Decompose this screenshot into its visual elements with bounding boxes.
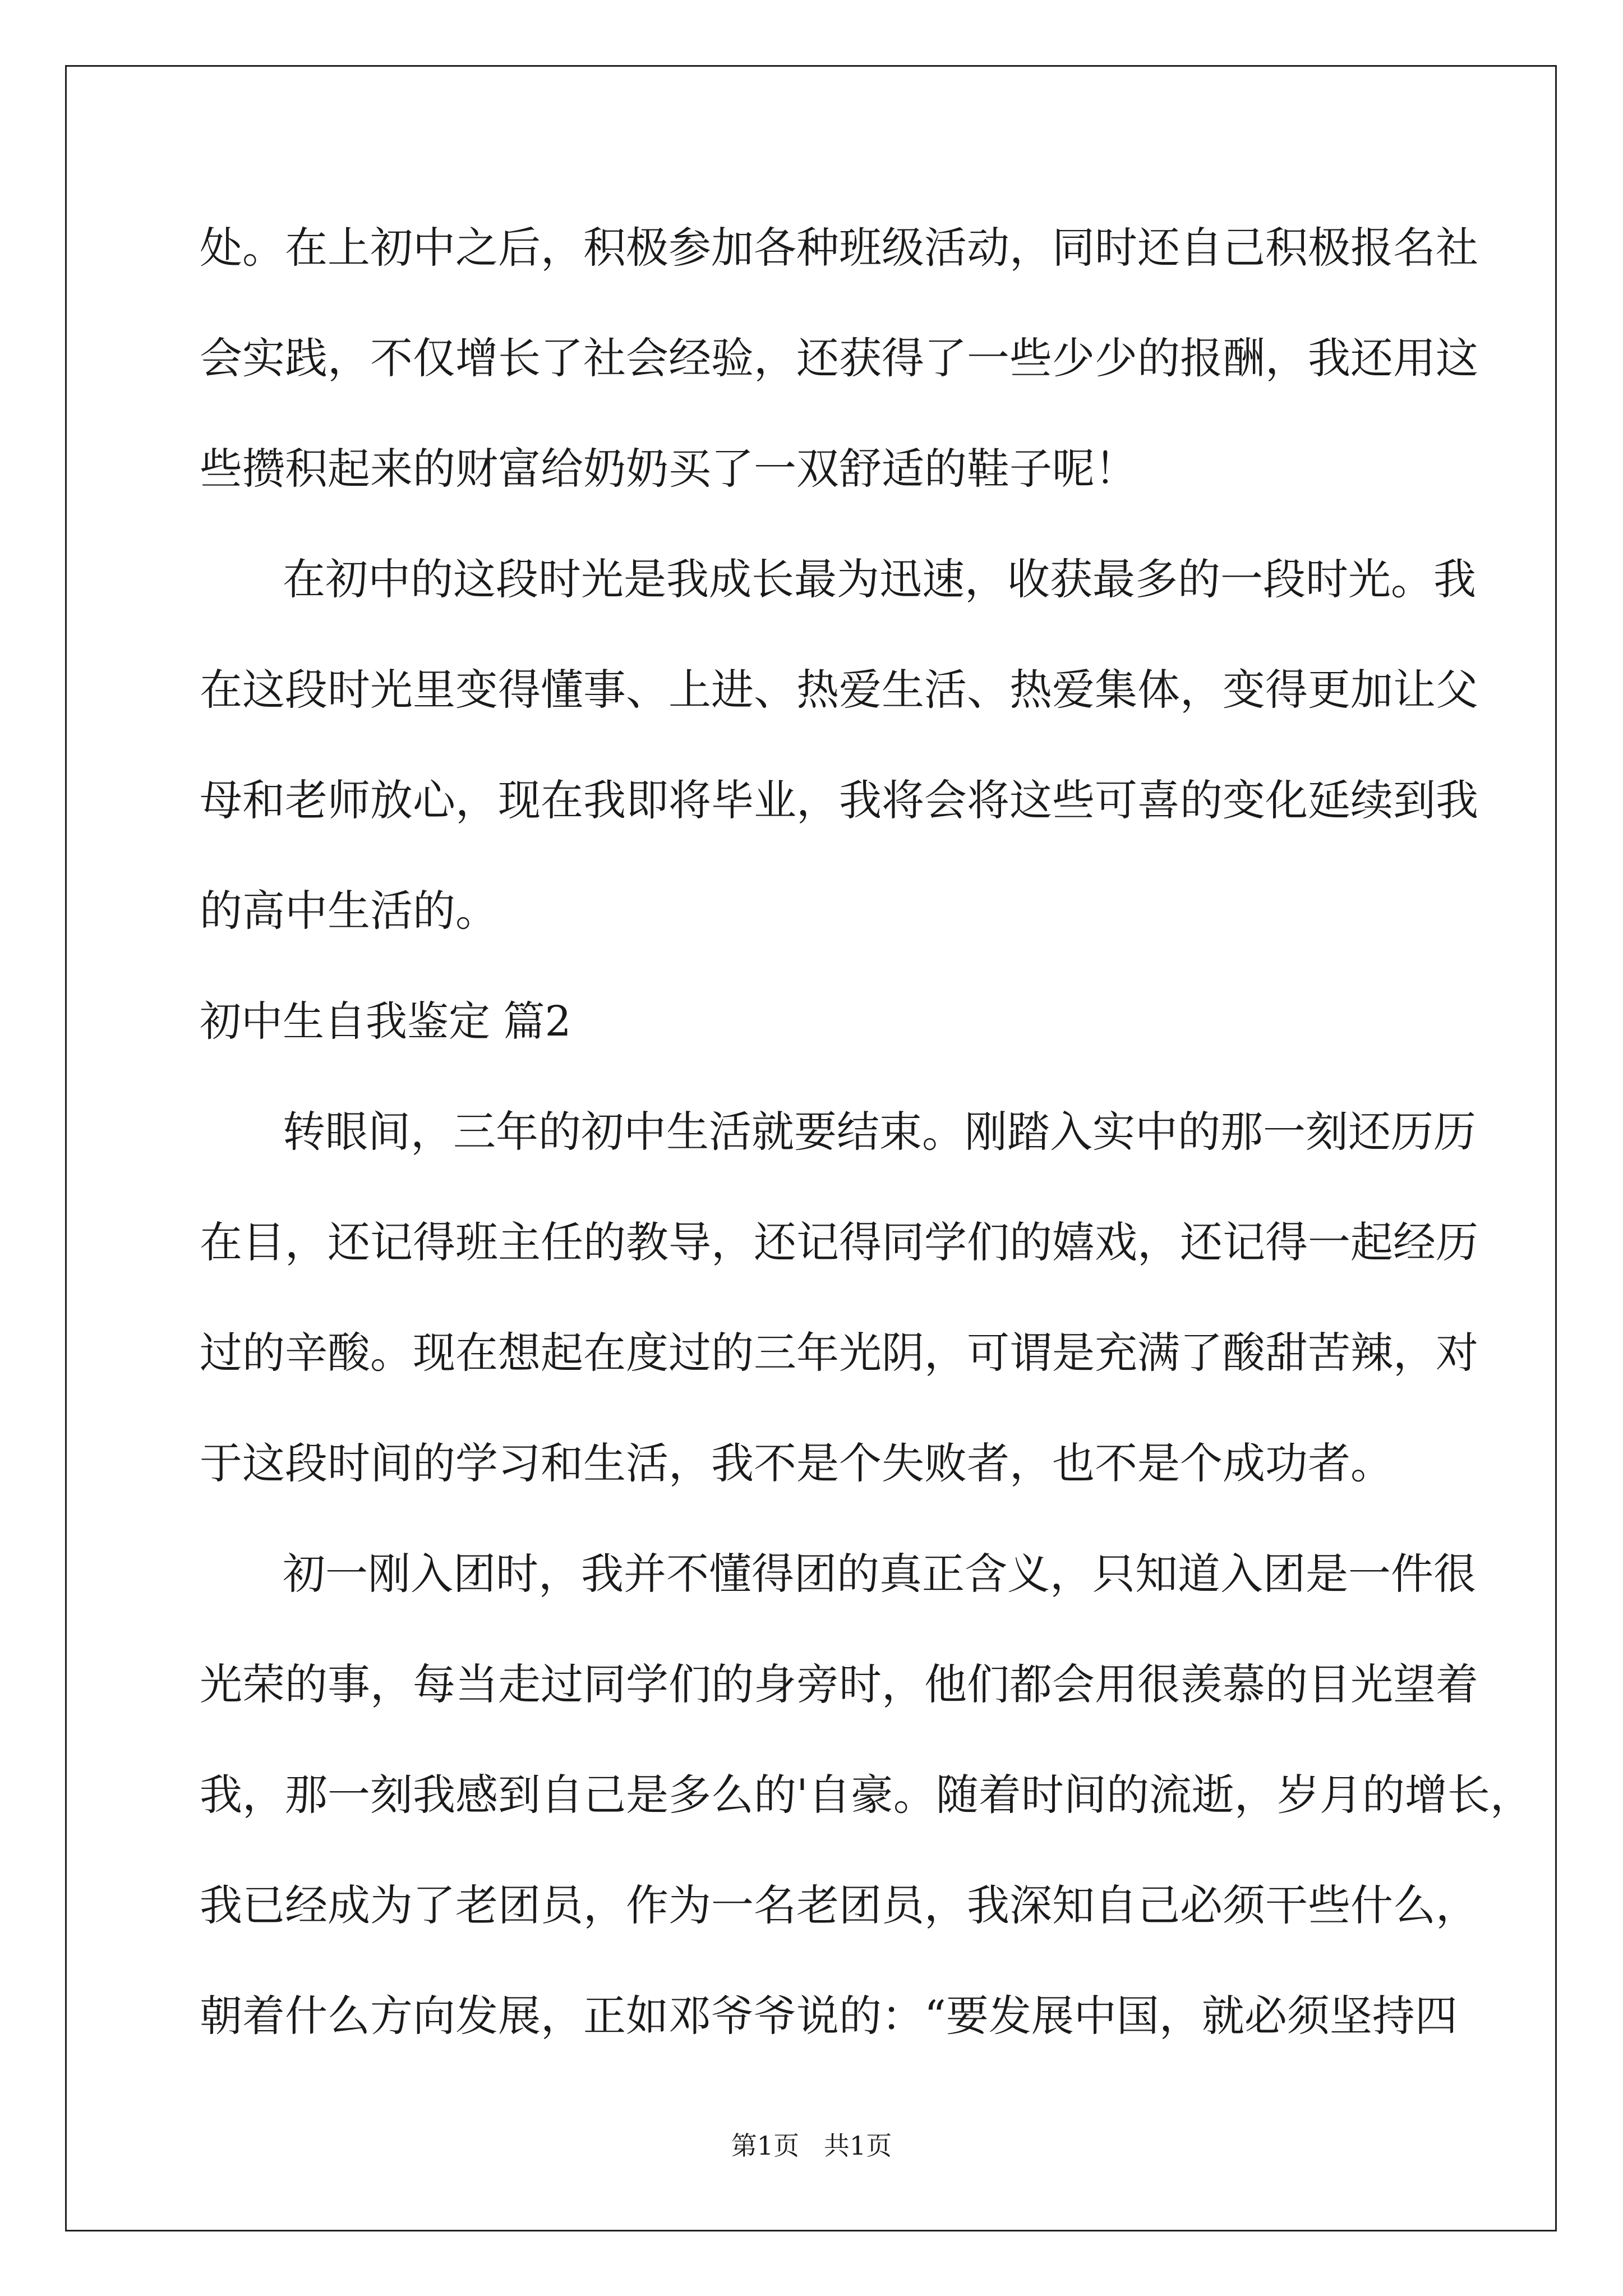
text-line: 过的辛酸。现在想起在度过的三年光阴，可谓是充满了酸甜苦辣，对 (200, 1328, 1478, 1378)
text-line: 处。在上初中之后，积极参加各种班级活动，同时还自己积极报名社 (200, 223, 1478, 273)
text-line: 的高中生活的。 (200, 886, 498, 936)
text-line: 在目，还记得班主任的教导，还记得同学们的嬉戏，还记得一起经历 (200, 1217, 1478, 1267)
text-line: 我已经成为了老团员，作为一名老团员，我深知自己必须干些什么， (200, 1880, 1478, 1930)
text-line: 朝着什么方向发展，正如邓爷爷说的：“要发展中国，就必须坚持四 (200, 1991, 1458, 2041)
page-number-footer: 第1页 共1页 (731, 2131, 892, 2161)
text-line: 母和老师放心，现在我即将毕业，我将会将这些可喜的变化延续到我 (200, 775, 1478, 825)
paragraph-first-line: 在初中的这段时光是我成长最为迅速，收获最多的一段时光。我 (283, 554, 1476, 604)
paragraph-first-line: 初一刚入团时，我并不懂得团的真正含义，只知道入团是一件很 (283, 1549, 1476, 1599)
text-line: 些攒积起来的财富给奶奶买了一双舒适的鞋子呢！ (200, 444, 1137, 494)
text-line: 于这段时间的学习和生活，我不是个失败者，也不是个成功者。 (200, 1438, 1393, 1488)
text-line: 光荣的事，每当走过同学们的身旁时，他们都会用很羡慕的目光望着 (200, 1659, 1478, 1709)
paragraph-first-line: 转眼间，三年的初中生活就要结束。刚踏入实中的那一刻还历历 (283, 1107, 1476, 1157)
text-line: 我，那一刻我感到自己是多么的'自豪。随着时间的流逝，岁月的增长， (200, 1770, 1533, 1820)
text-line: 在这段时光里变得懂事、上进、热爱生活、热爱集体，变得更加让父 (200, 665, 1478, 715)
text-line: 会实践，不仅增长了社会经验，还获得了一些少少的报酬，我还用这 (200, 333, 1478, 383)
document-body (200, 214, 1533, 2093)
section-heading: 初中生自我鉴定 篇2 (200, 997, 571, 1046)
